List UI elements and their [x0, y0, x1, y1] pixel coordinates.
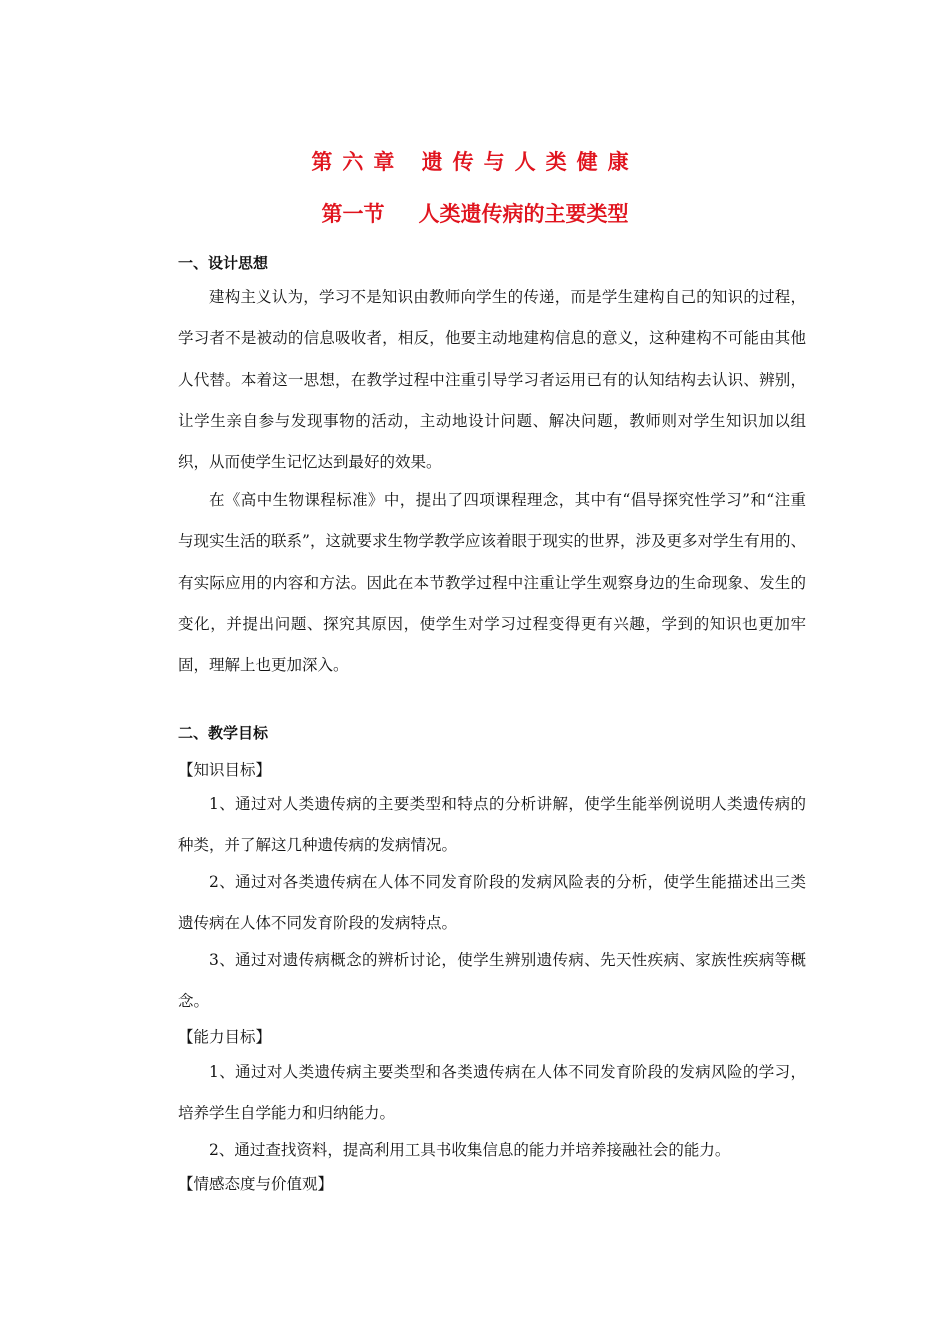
emotion-goals-label: 【情感态度与价值观】 [178, 1175, 334, 1193]
design-heading: 一、设计思想 [178, 254, 269, 272]
design-paragraph-2: 在《高中生物课程标准》中，提出了四项课程理念，其中有“倡导探究性学习”和“注重与现实生活的联系”，这就要求生物学教学应该着眼于现实的世界，涉及更多对学生有用的、有实际应用的内容和方法。因此在本节教学过程中注重让学生观察身边的生命现象、发生的变化，并提出问题、探究其原因，使学生对学习过程变得更有兴趣，学到的知识也更加牢固，理解上也更加深入。 [178, 491, 806, 675]
design-paragraph-1: 建构主义认为，学习不是知识由教师向学生的传递，而是学生建构自己的知识的过程，学习者不是被动的信息吸收者，相反，他要主动地建构信息的意义，这种建构不可能由其他人代替。本着这一思想，在教学过程中注重引导学习者运用已有的认知结构去认识、辨别，让学生亲自参与发现事物的活动，主动地设计问题、解决问题，教师则对学生知识加以组织，从而使学生记忆达到最好的效果。 [178, 288, 806, 472]
knowledge-goal-3: 3、通过对遗传病概念的辨析讨论，使学生辨别遗传病、先天性疾病、家族性疾病等概念。 [178, 951, 806, 1011]
goals-heading: 二、教学目标 [178, 724, 269, 742]
section-name: 人类遗传病的主要类型 [418, 202, 629, 226]
ability-goal-2: 2、通过查找资料，提高利用工具书收集信息的能力并培养接融社会的能力。 [209, 1141, 731, 1159]
knowledge-goal-2: 2、通过对各类遗传病在人体不同发育阶段的发病风险表的分析，使学生能描述出三类遗传病在人体不同发育阶段的发病特点。 [178, 873, 806, 933]
chapter-title: 第六章 遗传与人类健康 [311, 150, 639, 174]
knowledge-goals-label: 【知识目标】 [178, 761, 272, 779]
section-title [0, 198, 950, 228]
ability-goal-1: 1、通过对人类遗传病主要类型和各类遗传病在人体不同发育阶段的发病风险的学习，培养学生自学能力和归纳能力。 [178, 1063, 806, 1123]
ability-goals-label: 【能力目标】 [178, 1028, 272, 1046]
knowledge-goal-1: 1、通过对人类遗传病的主要类型和特点的分析讲解，使学生能举例说明人类遗传病的种类，并了解这几种遗传病的发病情况。 [178, 795, 806, 855]
section-number: 第一节 [321, 202, 385, 226]
